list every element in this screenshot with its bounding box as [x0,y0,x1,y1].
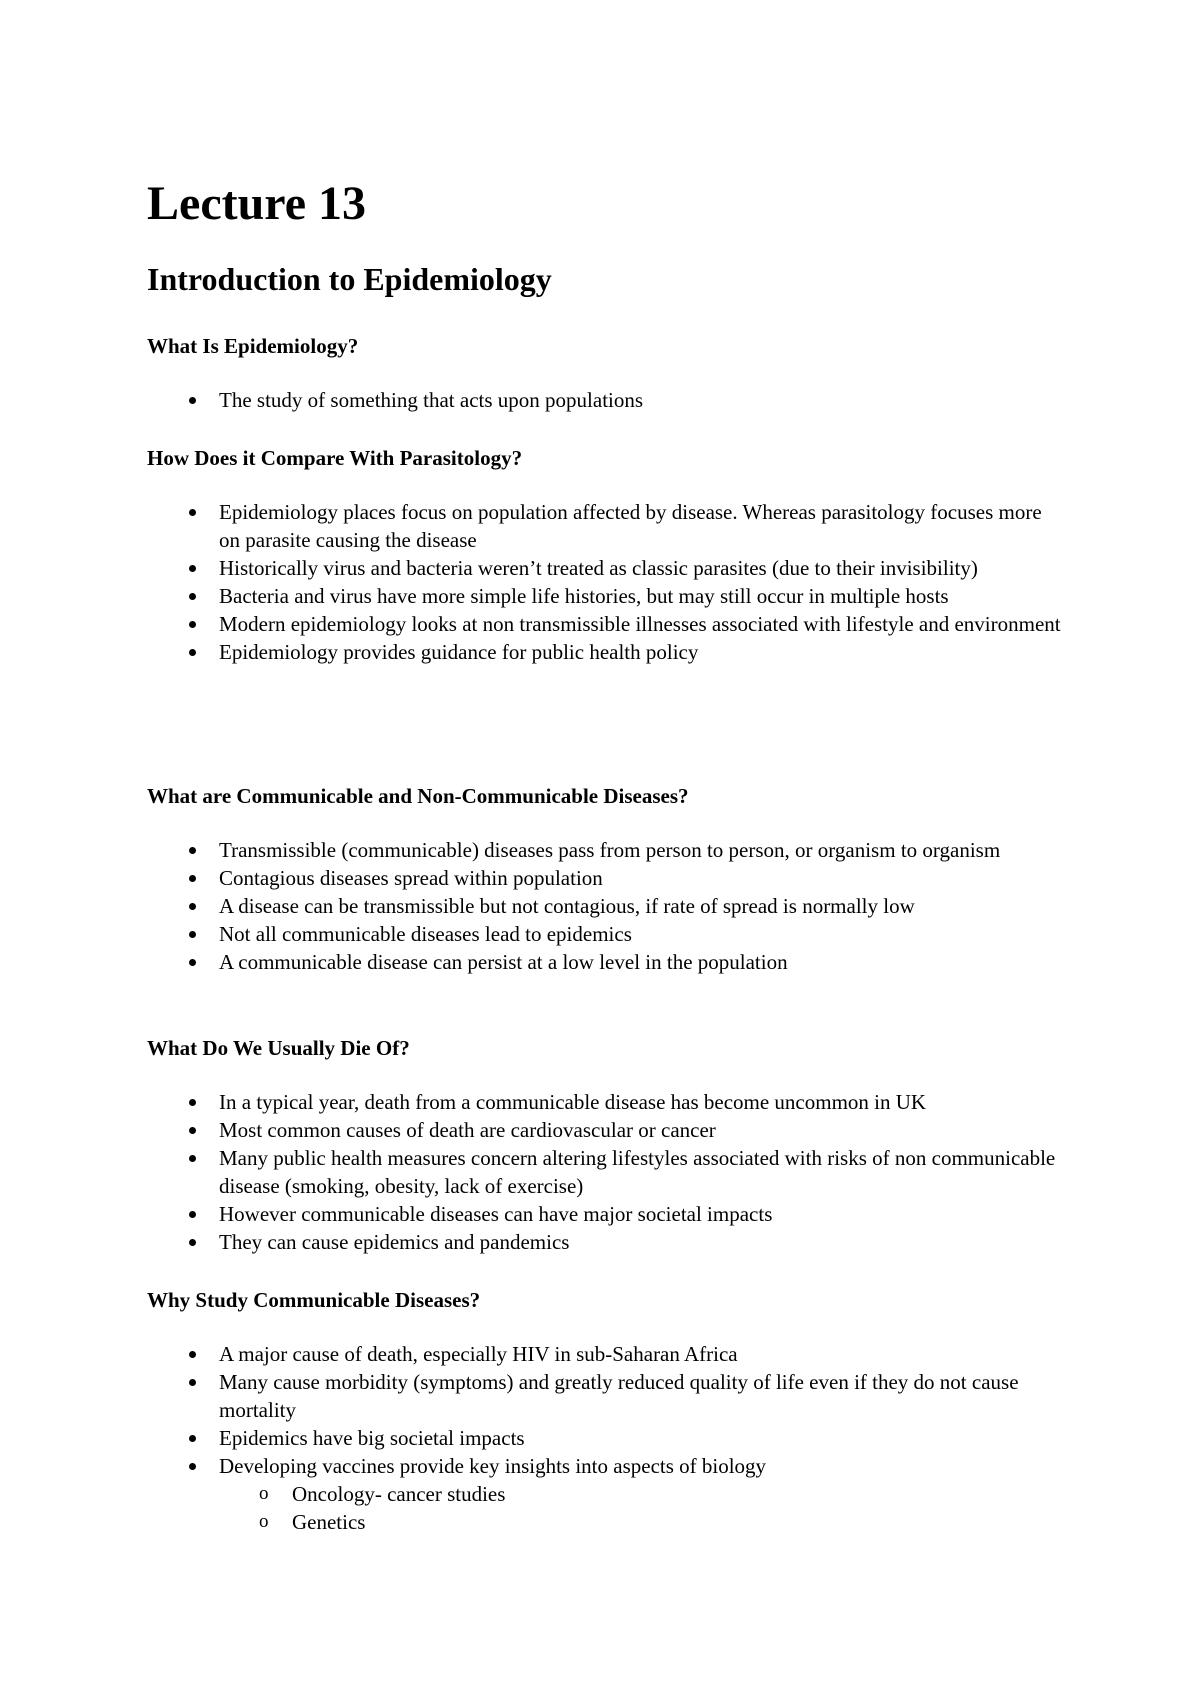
section-heading: Why Study Communicable Diseases? [147,1288,481,1312]
section-heading: What Do We Usually Die Of? [147,1036,410,1060]
list-item-text: A disease can be transmissible but not contagious, if rate of spread is normally low [219,894,915,918]
sub-list-item [147,1508,1067,1536]
list-item-text: A communicable disease can persist at a low level in the population [219,950,788,974]
sub-list-item-text: Oncology- cancer studies [292,1482,506,1506]
list-item [147,498,1067,554]
bullet-dot-icon [189,1127,196,1134]
section-heading: How Does it Compare With Parasitology? [147,446,523,470]
list-item [147,582,1067,610]
list-item [147,1088,1067,1116]
list-item [147,1424,1067,1452]
page-title: Lecture 13 [147,177,367,230]
list-item-text: In a typical year, death from a communicable disease has become uncommon in UK [219,1090,927,1114]
list-item [147,864,1067,892]
list-item-text: Many cause morbidity (symptoms) and greatly reduced quality of life even if they do not cause mortality [219,1370,1019,1422]
bullet-dot-icon [189,1099,196,1106]
list-item-text: Not all communicable diseases lead to epidemics [219,922,632,946]
list-item [147,1144,1067,1200]
sub-list-item [147,1480,1067,1508]
section-what-do-we-die-of [147,1034,1067,1256]
bullet-dot-icon [189,1435,196,1442]
section-what-is-epidemiology [147,332,1067,414]
bullet-list [147,1088,1067,1256]
list-item [147,554,1067,582]
list-item-text: Many public health measures concern altering lifestyles associated with risks of non communicable disease (smoking, obesity, lack of exercise) [219,1146,1056,1198]
bullet-dot-icon [189,509,196,516]
list-item-text: Developing vaccines provide key insights into aspects of biology [219,1454,767,1478]
list-item-text: Bacteria and virus have more simple life histories, but may still occur in multiple hosts [219,584,949,608]
list-item-text: Epidemiology provides guidance for public health policy [219,640,699,664]
bullet-dot-icon [189,649,196,656]
list-item-text: Transmissible (communicable) diseases pass from person to person, or organism to organism [219,838,1001,862]
bullet-list [147,836,1067,976]
list-item [147,1228,1067,1256]
list-item [147,1200,1067,1228]
bullet-dot-icon [189,1211,196,1218]
section-compare-parasitology [147,444,1067,666]
list-item [147,920,1067,948]
bullet-list [147,386,1067,414]
section-heading: What are Communicable and Non-Communicable Diseases? [147,784,689,808]
bullet-dot-icon [189,397,196,404]
list-item [147,1340,1067,1368]
list-item-text: However communicable diseases can have major societal impacts [219,1202,773,1226]
list-item [147,386,1067,414]
sub-bullet-list [147,1480,1067,1536]
list-item-text: Modern epidemiology looks at non transmissible illnesses associated with lifestyle and environment [219,612,1061,636]
list-item-text: A major cause of death, especially HIV in sub-Saharan Africa [219,1342,738,1366]
bullet-dot-icon [189,847,196,854]
list-item [147,948,1067,976]
sub-bullet-circle-icon: o [259,1483,269,1504]
list-item-text: The study of something that acts upon populations [219,388,644,412]
list-item [147,892,1067,920]
section-why-study [147,1286,1067,1536]
list-item-text: Most common causes of death are cardiovascular or cancer [219,1118,716,1142]
section-communicable-diseases [147,782,1067,976]
list-item-text: They can cause epidemics and pandemics [219,1230,570,1254]
bullet-list [147,498,1067,666]
list-item [147,836,1067,864]
list-item [147,638,1067,666]
list-item [147,610,1067,638]
list-item-text: Contagious diseases spread within population [219,866,603,890]
list-item-text: Epidemiology places focus on population affected by disease. Whereas parasitology focuses more on parasite causing the disease [219,500,1042,552]
bullet-dot-icon [189,903,196,910]
bullet-dot-icon [189,1379,196,1386]
list-item-text: Epidemics have big societal impacts [219,1426,525,1450]
list-item [147,1452,1067,1480]
bullet-dot-icon [189,621,196,628]
list-item-text: Historically virus and bacteria weren’t treated as classic parasites (due to their invisibility) [219,556,978,580]
list-item [147,1368,1067,1424]
bullet-list [147,1340,1067,1480]
bullet-dot-icon [189,875,196,882]
sub-bullet-circle-icon: o [259,1511,269,1532]
bullet-dot-icon [189,1155,196,1162]
bullet-dot-icon [189,1239,196,1246]
page-subtitle: Introduction to Epidemiology [147,261,552,297]
section-heading: What Is Epidemiology? [147,334,359,358]
bullet-dot-icon [189,1463,196,1470]
sub-list-item-text: Genetics [292,1510,366,1534]
bullet-dot-icon [189,959,196,966]
bullet-dot-icon [189,565,196,572]
list-item [147,1116,1067,1144]
bullet-dot-icon [189,931,196,938]
bullet-dot-icon [189,1351,196,1358]
bullet-dot-icon [189,593,196,600]
